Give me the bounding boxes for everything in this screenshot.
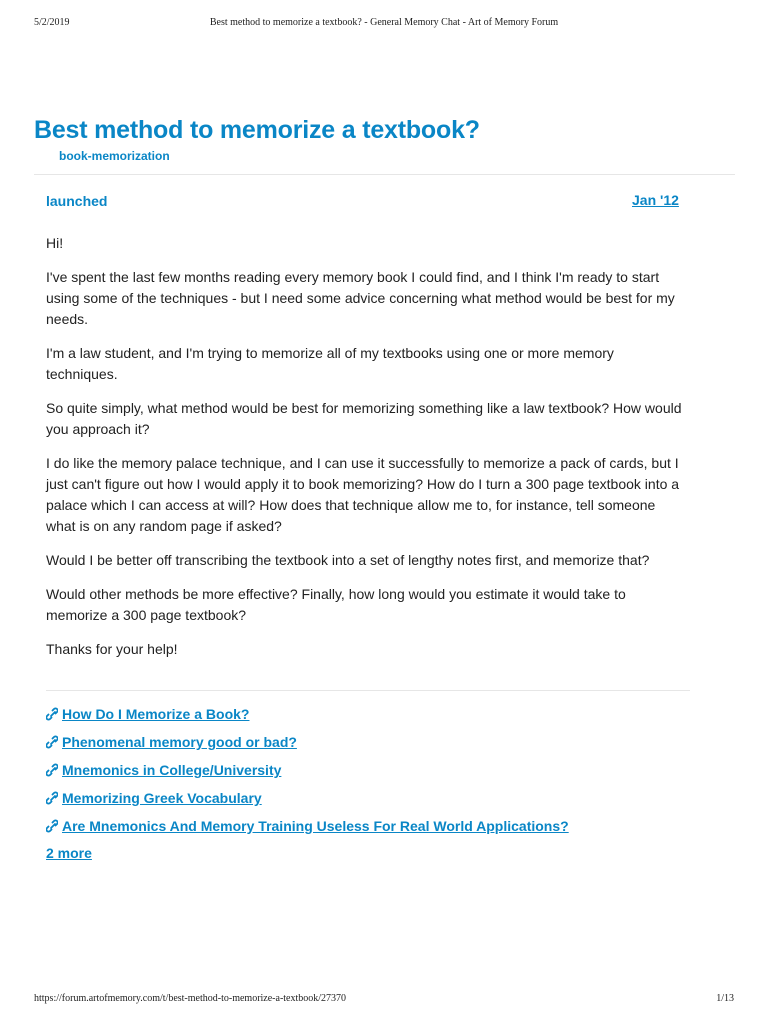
related-link-item[interactable] bbox=[46, 762, 569, 790]
print-url: https://forum.artofmemory.com/t/best-method-to-memorize-a-textbook/27370 bbox=[34, 993, 347, 1004]
category-tag[interactable]: book-memorization bbox=[59, 149, 170, 163]
link-icon bbox=[46, 735, 58, 749]
post-author[interactable]: launched bbox=[46, 193, 108, 209]
related-link[interactable]: How Do I Memorize a Book? bbox=[62, 706, 250, 722]
post-paragraph: Would I be better off transcribing the textbook into a set of lengthy notes first, and memorize that? bbox=[46, 552, 650, 568]
post-body bbox=[46, 233, 686, 673]
links-divider bbox=[46, 690, 690, 691]
link-icon bbox=[46, 819, 58, 833]
title-divider bbox=[34, 174, 735, 175]
post-paragraph: Thanks for your help! bbox=[46, 641, 178, 657]
related-link-item[interactable] bbox=[46, 706, 569, 734]
post-paragraph: So quite simply, what method would be best for memorizing something like a law textbook? How would you approach it? bbox=[46, 400, 682, 437]
related-link-item[interactable] bbox=[46, 734, 569, 762]
post-paragraph: Would other methods be more effective? Finally, how long would you estimate it would take to memorize a 300 page textbook? bbox=[46, 586, 626, 623]
more-links-button[interactable]: 2 more bbox=[46, 845, 92, 861]
print-footer bbox=[34, 993, 734, 1007]
link-icon bbox=[46, 791, 58, 805]
print-page-number: 1/13 bbox=[716, 993, 734, 1004]
post-paragraph: I do like the memory palace technique, and I can use it successfully to memorize a pack of cards, but I just can't figure out how I would apply it to book memorizing? How do I turn a 300 page textbook into a palace which I can access at will? How does that technique allow me to, for instance, tell someone what is on any random page if asked? bbox=[46, 455, 680, 534]
link-icon bbox=[46, 763, 58, 777]
related-link-item[interactable] bbox=[46, 818, 569, 846]
related-link-item[interactable] bbox=[46, 790, 569, 818]
related-link[interactable]: Are Mnemonics And Memory Training Useless For Real World Applications? bbox=[62, 818, 569, 834]
post-date[interactable]: Jan '12 bbox=[632, 192, 679, 208]
print-page-title: Best method to memorize a textbook? - General Memory Chat - Art of Memory Forum bbox=[209, 17, 559, 28]
print-header bbox=[34, 17, 734, 31]
post-paragraph: Hi! bbox=[46, 235, 64, 251]
link-icon bbox=[46, 707, 58, 721]
related-link[interactable]: Memorizing Greek Vocabulary bbox=[62, 790, 262, 806]
post-paragraph: I'm a law student, and I'm trying to memorize all of my textbooks using one or more memory techniques. bbox=[46, 345, 614, 382]
topic-title[interactable]: Best method to memorize a textbook? bbox=[34, 116, 480, 144]
print-date: 5/2/2019 bbox=[34, 17, 70, 28]
related-link[interactable]: Phenomenal memory good or bad? bbox=[62, 734, 297, 750]
related-links-list bbox=[46, 706, 569, 846]
related-link[interactable]: Mnemonics in College/University bbox=[62, 762, 282, 778]
post-paragraph: I've spent the last few months reading every memory book I could find, and I think I'm ready to start using some of the techniques - but I need some advice concerning what method would be best for my needs. bbox=[46, 269, 675, 327]
